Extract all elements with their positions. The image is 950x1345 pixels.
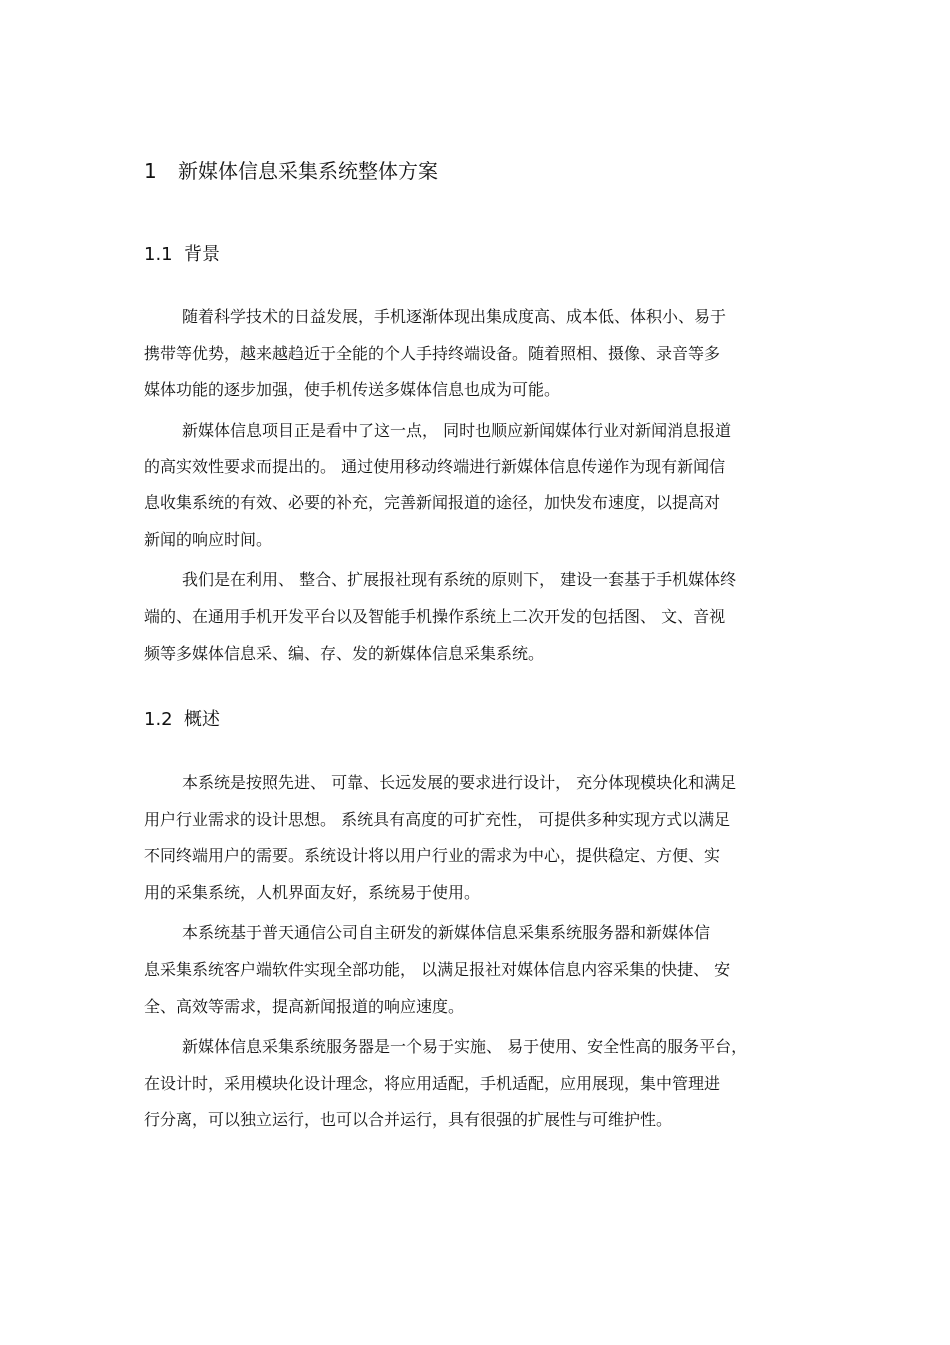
section-number: 1.2 <box>144 709 173 730</box>
paragraph-line: 用户行业需求的设计思想。 系统具有高度的可扩充性， 可提供多种实现方式以满足 <box>144 810 731 829</box>
section-title: 概述 <box>184 709 220 730</box>
paragraph-line: 本系统是按照先进、 可靠、长远发展的要求进行设计， 充分体现模块化和满足 <box>182 773 737 792</box>
paragraph-line: 的高实效性要求而提出的。 通过使用移动终端进行新媒体信息传递作为现有新闻信 <box>144 457 726 476</box>
paragraph-line: 新媒体信息采集系统服务器是一个易于实施、 易于使用、安全性高的服务平台， <box>182 1037 748 1056</box>
paragraph-line: 频等多媒体信息采、编、存、发的新媒体信息采集系统。 <box>144 644 545 663</box>
paragraph-line: 我们是在利用、 整合、扩展报社现有系统的原则下， 建设一套基于手机媒体终 <box>182 570 737 589</box>
paragraph-line: 随着科学技术的日益发展，手机逐渐体现出集成度高、成本低、体积小、易于 <box>182 307 727 326</box>
section-title: 背景 <box>184 244 220 265</box>
paragraph-line: 不同终端用户的需要。系统设计将以用户行业的需求为中心，提供稳定、方便、实 <box>144 846 721 865</box>
paragraph-line: 息收集系统的有效、必要的补充，完善新闻报道的途径，加快发布速度，以提高对 <box>144 493 721 512</box>
paragraph-line: 新媒体信息项目正是看中了这一点， 同时也顺应新闻媒体行业对新闻消息报道 <box>182 421 732 440</box>
chapter-heading <box>144 157 438 185</box>
section-heading-overview <box>144 707 220 733</box>
paragraph-line: 新闻的响应时间。 <box>144 530 273 549</box>
section-number: 1.1 <box>144 244 173 265</box>
paragraph-line: 息采集系统客户端软件实现全部功能， 以满足报社对媒体信息内容采集的快捷、 安 <box>144 960 731 979</box>
chapter-number: 1 <box>144 159 157 183</box>
paragraph-line: 媒体功能的逐步加强，使手机传送多媒体信息也成为可能。 <box>144 380 561 399</box>
paragraph-line: 在设计时，采用模块化设计理念，将应用适配，手机适配，应用展现，集中管理进 <box>144 1074 721 1093</box>
chapter-title: 新媒体信息采集系统整体方案 <box>178 159 438 183</box>
paragraph-line: 本系统基于普天通信公司自主研发的新媒体信息采集系统服务器和新媒体信 <box>182 923 711 942</box>
section-heading-background <box>144 242 220 268</box>
paragraph-line: 行分离，可以独立运行，也可以合并运行，具有很强的扩展性与可维护性。 <box>144 1110 673 1129</box>
paragraph-line: 全、高效等需求，提高新闻报道的响应速度。 <box>144 997 465 1016</box>
paragraph-line: 携带等优势，越来越趋近于全能的个人手持终端设备。随着照相、摄像、录音等多 <box>144 344 721 363</box>
paragraph-line: 用的采集系统，人机界面友好，系统易于使用。 <box>144 883 481 902</box>
paragraph-line: 端的、在通用手机开发平台以及智能手机操作系统上二次开发的包括图、 文、音视 <box>144 607 726 626</box>
